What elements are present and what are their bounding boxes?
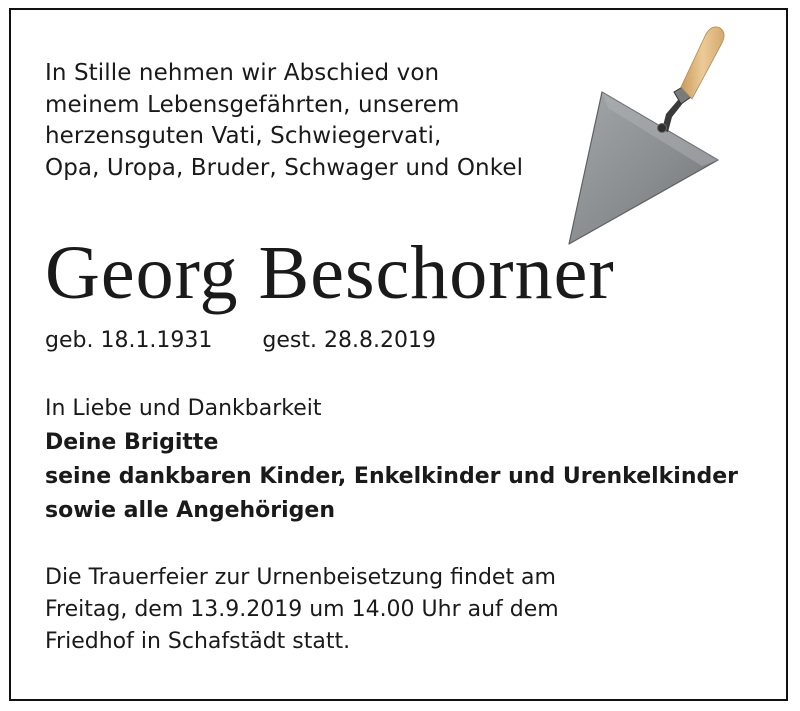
- notice-line: Freitag, dem 13.9.2019 um 14.00 Uhr auf dem: [45, 597, 559, 622]
- signoff-block: [45, 392, 738, 528]
- birth-date: geb. 18.1.1931: [45, 328, 213, 353]
- notice-line: Friedhof in Schafstädt statt.: [45, 629, 351, 654]
- life-dates: [45, 325, 436, 357]
- deceased-name: Georg Beschorner: [45, 231, 615, 315]
- mourner-line: sowie alle Angehörigen: [45, 498, 336, 523]
- funeral-notice: [45, 562, 559, 658]
- intro-line: herzensguten Vati, Schwiegervati,: [45, 123, 442, 149]
- intro-line: In Stille nehmen wir Abschied von: [45, 60, 440, 86]
- death-date: gest. 28.8.2019: [262, 328, 436, 353]
- trowel-blade: [569, 92, 718, 244]
- signoff-intro: In Liebe und Dankbarkeit: [45, 396, 322, 421]
- intro-text: [45, 58, 523, 184]
- mourner-line: Deine Brigitte: [45, 430, 219, 455]
- trowel-icon: [562, 20, 730, 252]
- intro-line: meinem Lebensgefährten, unserem: [45, 91, 460, 118]
- notice-line: Die Trauerfeier zur Urnenbeisetzung findet am: [45, 565, 556, 590]
- intro-line: Opa, Uropa, Bruder, Schwager und Onkel: [45, 154, 524, 181]
- trowel-handle: [681, 27, 724, 99]
- mourner-line: seine dankbaren Kinder, Enkelkinder und Urenkelkinder: [45, 464, 739, 489]
